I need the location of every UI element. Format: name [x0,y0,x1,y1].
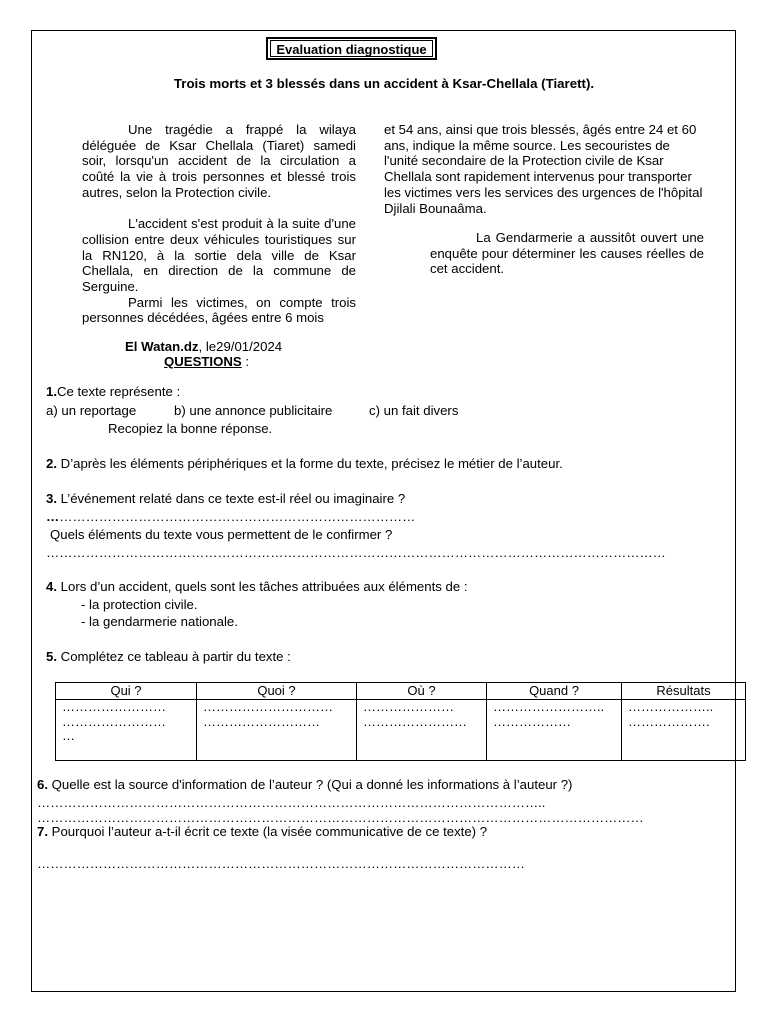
table-header-quoi: Quoi ? [197,683,357,700]
article-paragraph-3: Parmi les victimes, on compte trois personnes décédées, âgées entre 6 mois [82,294,356,326]
table-header-row [56,683,746,700]
table-header-ou: Où ? [357,683,487,700]
question-2 [46,456,563,472]
question-1-text: Ce texte représente : [57,384,181,399]
question-3-dots-lead: … [46,509,60,524]
title-box [266,37,437,60]
question-1-instruction: Recopiez la bonne réponse. [108,421,273,436]
question-1-option-a: a) un reportage [46,403,137,418]
question-3-answer-line-1 [46,509,436,525]
question-4-item-gendarmerie: - la gendarmerie nationale. [81,614,238,629]
question-5-table [55,682,746,761]
table-cell-quand[interactable]: …………………….. ……………… [487,700,622,761]
question-6 [37,777,572,793]
table-cell-qui[interactable]: …………………… …………………… … [56,700,197,761]
table-cell-ou[interactable]: ………………… …………………… [357,700,487,761]
question-6-number: 6. [37,777,48,792]
question-7-text: Pourquoi l’auteur a-t-il écrit ce texte (la visée communicative de ce texte) ? [48,824,488,839]
question-4 [46,579,468,595]
source-name: El Watan.dz [125,339,199,354]
question-2-text: D’après les éléments périphériques et la forme du texte, précisez le métier de l’auteur. [57,456,563,471]
table-header-resultats: Résultats [622,683,746,700]
question-3-dots: ……………………………………………………………………… [59,509,416,524]
table-row [56,700,746,761]
question-1-option-c: c) un fait divers [369,403,459,418]
question-7-answer-line: ………………………………………………………………………………………………… [37,856,525,871]
article-source [125,339,282,355]
question-5-number: 5. [46,649,57,664]
questions-heading-text: QUESTIONS [164,354,242,369]
article-paragraph-2: L'accident s'est produit à la suite d'une collision entre deux véhicules touristiques sur la RN120, à la sortie dela ville de Ksar Chellala, en direction de la commune de Serguine. [82,216,356,295]
questions-heading-colon: : [241,354,249,369]
question-7-number: 7. [37,824,48,839]
question-6-answer-line-1: …………………………………………………………………………………………………….. [37,795,546,810]
questions-heading [164,354,249,370]
question-3-number: 3. [46,491,57,506]
question-1 [46,384,180,400]
question-5-text: Complétez ce tableau à partir du texte : [57,649,291,664]
question-5 [46,649,291,665]
question-6-answer-line-2: ………………………………………………………………………………………………………………………… [37,810,644,825]
question-2-number: 2. [46,456,57,471]
table-cell-quoi[interactable]: ………………………… ……………………… [197,700,357,761]
question-4-text: Lors d’un accident, quels sont les tâches attribuées aux éléments de : [57,579,468,594]
source-date: , le29/01/2024 [198,339,283,354]
table-cell-resultats[interactable]: ……………….. ………………. [622,700,746,761]
question-4-item-civil-protection: - la protection civile. [81,597,198,612]
question-3 [46,491,405,507]
article-left-column [82,122,356,326]
article-headline: Trois morts et 3 blessés dans un accident à Ksar-Chellala (Tiarett). [173,76,595,91]
question-3-answer-line-2: …………………………………………………………………………………………………………………………… [46,545,666,560]
question-1-option-b: b) une annonce publicitaire [174,403,333,418]
question-1-number: 1. [46,384,57,399]
article-paragraph-4: et 54 ans, ainsi que trois blessés, âgés entre 24 et 60 ans, indique la même source. Les secouristes de l'unité secondaire de la Protection civile de Ksar Chellala sont rapidement intervenus pour transporter les victimes vers les services des urgences de l'hôpital Djilali Bounaâma. [384,122,703,216]
table-header-qui: Qui ? [56,683,197,700]
question-3-subquestion: Quels éléments du texte vous permettent de le confirmer ? [50,527,393,542]
question-4-number: 4. [46,579,57,594]
article-paragraph-1: Une tragédie a frappé la wilaya déléguée de Ksar Chellala (Tiaret) samedi soir, lorsqu'un accident de la circulation a coûté la vie à trois personnes et blessé trois autres, selon la Protection civile. [82,122,356,200]
article-paragraph-5: La Gendarmerie a aussitôt ouvert une enquête pour déterminer les causes réelles de cet accident. [430,230,704,277]
table-header-quand: Quand ? [487,683,622,700]
article-right-column [384,122,706,216]
question-6-text: Quelle est la source d'information de l’auteur ? (Qui a donné les informations à l’auteur ?) [48,777,573,792]
question-3-text: L’événement relaté dans ce texte est-il réel ou imaginaire ? [57,491,406,506]
question-7 [37,824,487,840]
page-title: Evaluation diagnostique [270,40,433,57]
